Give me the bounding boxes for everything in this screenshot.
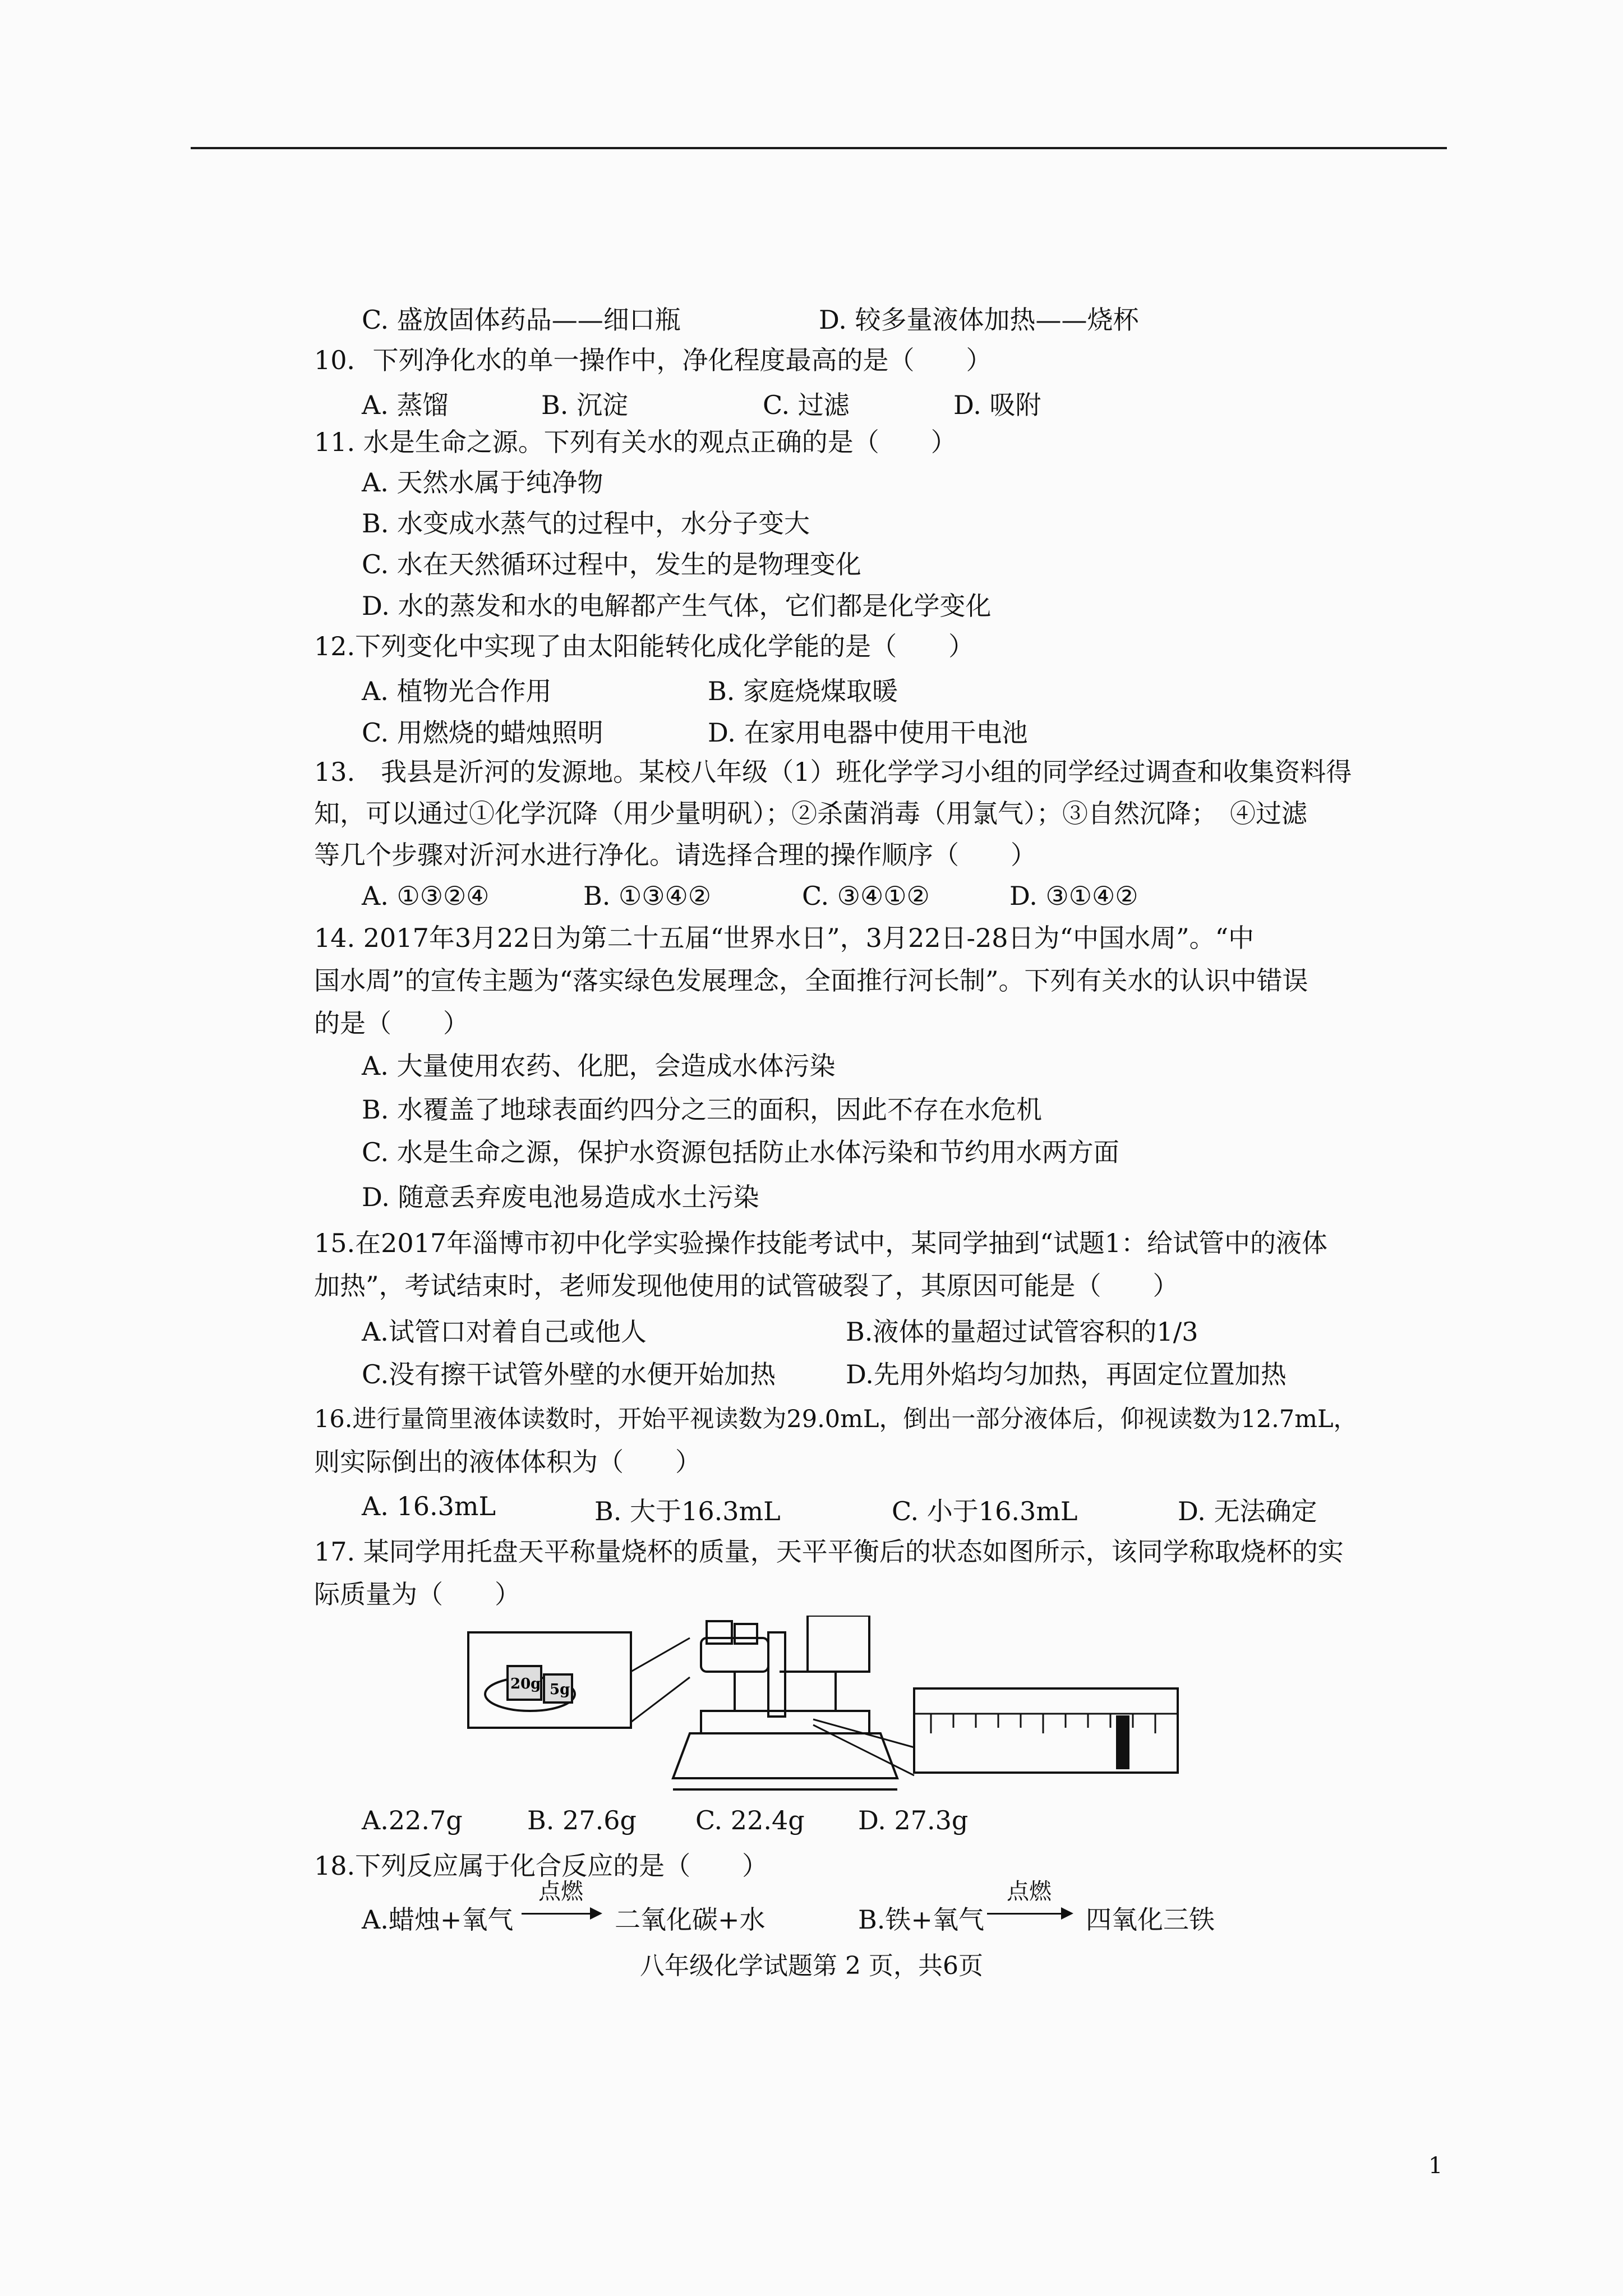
q12-option-d: D. 在家用电器中使用干电池	[708, 717, 1028, 748]
balance-figure	[465, 1616, 1183, 1806]
q12-option-a: A. 植物光合作用	[362, 676, 552, 706]
q10-option-a: A. 蒸馏	[362, 390, 449, 420]
q14-option-c: C. 水是生命之源，保护水资源包括防止水体污染和节约用水两方面	[362, 1137, 1119, 1167]
q17-line-2: 际质量为（ ）	[314, 1579, 520, 1609]
q13-option-a: A. ①③②④	[362, 881, 490, 911]
q16-option-a: A. 16.3mL	[362, 1491, 496, 1521]
q17-line-1: 17. 某同学用托盘天平称量烧杯的质量，天平平衡后的状态如图所示，该同学称取烧杯的实	[314, 1536, 1344, 1567]
q16-line-1: 16.进行量筒里液体读数时，开始平视读数为29.0mL，倒出一部分液体后，仰视读数为12.7mL，	[314, 1405, 1358, 1433]
q13-line-3: 等几个步骤对沂河水进行净化。请选择合理的操作顺序（ ）	[314, 840, 1036, 870]
q11-option-a: A. 天然水属于纯净物	[362, 467, 603, 498]
q11-option-c: C. 水在天然循环过程中，发生的是物理变化	[362, 549, 861, 579]
q13-option-b: B. ①③④②	[583, 881, 712, 911]
q14-line-2: 国水周”的宣传主题为“落实绿色发展理念，全面推行河长制”。下列有关水的认识中错误	[314, 965, 1308, 996]
q9-option-d: D. 较多量液体加热——烧杯	[819, 305, 1139, 335]
q11-option-d: D. 水的蒸发和水的电解都产生气体，它们都是化学变化	[362, 591, 992, 621]
q10-option-d: D. 吸附	[953, 390, 1041, 420]
q17-option-a: A.22.7g	[362, 1805, 463, 1835]
q18-option-a-right: 二氧化碳+水	[615, 1904, 766, 1935]
q14-option-d: D. 随意丢弃废电池易造成水土污染	[362, 1182, 759, 1212]
q17-option-d: D. 27.3g	[858, 1805, 969, 1835]
q12-stem: 12.下列变化中实现了由太阳能转化成化学能的是（ ）	[314, 631, 975, 661]
q15-option-a: A.试管口对着自己或他人	[362, 1317, 647, 1347]
q18-option-b-right: 四氧化三铁	[1086, 1904, 1215, 1935]
q10-option-b: B. 沉淀	[541, 390, 629, 420]
header-rule	[191, 147, 1447, 149]
q17-option-b: B. 27.6g	[527, 1805, 637, 1835]
q15-option-b: B.液体的量超过试管容积的1/3	[846, 1317, 1198, 1347]
q16-option-c: C. 小于16.3mL	[892, 1496, 1078, 1526]
page-footer: 八年级化学试题第 2 页，共6页	[640, 1952, 983, 1980]
q10-option-c: C. 过滤	[763, 390, 850, 420]
q9-option-c: C. 盛放固体药品——细口瓶	[362, 305, 681, 335]
q18-option-a-condition: 点燃	[538, 1879, 583, 1904]
q12-option-c: C. 用燃烧的蜡烛照明	[362, 717, 603, 748]
q15-line-1: 15.在2017年淄博市初中化学实验操作技能考试中，某同学抽到“试题1：给试管中的液体	[314, 1228, 1328, 1258]
q11-option-b: B. 水变成水蒸气的过程中，水分子变大	[362, 508, 810, 539]
q16-option-b: B. 大于16.3mL	[594, 1496, 781, 1526]
q12-option-b: B. 家庭烧煤取暖	[708, 676, 898, 706]
q16-line-2: 则实际倒出的液体体积为（ ）	[314, 1447, 701, 1477]
q14-option-a: A. 大量使用农药、化肥，会造成水体污染	[362, 1051, 836, 1081]
q10-stem: 10．下列净化水的单一操作中，净化程度最高的是（ ）	[314, 345, 992, 375]
q18-stem: 18.下列反应属于化合反应的是（ ）	[314, 1851, 768, 1881]
q14-line-3: 的是（ ）	[314, 1008, 469, 1038]
q13-line-1: 13. 我县是沂河的发源地。某校八年级（1）班化学学习小组的同学经过调查和收集资料得	[314, 757, 1352, 787]
page-number: 1	[1428, 2153, 1443, 2179]
weight-5g-label: 5g	[550, 1681, 570, 1698]
rider-marker	[1116, 1715, 1129, 1769]
q11-stem: 11. 水是生命之源。下列有关水的观点正确的是（ ）	[314, 427, 957, 457]
q13-option-c: C. ③④①②	[802, 881, 930, 911]
weight-20g-label: 20g	[510, 1676, 541, 1692]
q14-option-b: B. 水覆盖了地球表面约四分之三的面积，因此不存在水危机	[362, 1094, 1043, 1125]
q15-option-d: D.先用外焰均匀加热，再固定位置加热	[846, 1359, 1287, 1389]
q14-line-1: 14. 2017年3月22日为第二十五届“世界水日”，3月22日-28日为“中国水周”。“中	[314, 923, 1255, 953]
q18-option-a-left: A.蜡烛+氧气	[362, 1904, 514, 1935]
q18-option-b-condition: 点燃	[1007, 1879, 1052, 1904]
balance-illustration	[465, 1616, 1183, 1806]
q15-line-2: 加热”，考试结束时，老师发现他使用的试管破裂了，其原因可能是（ ）	[314, 1271, 1179, 1301]
q16-option-d: D. 无法确定	[1178, 1496, 1317, 1526]
q13-line-2: 知，可以通过①化学沉降（用少量明矾）；②杀菌消毒（用氯气）；③自然沉降； ④过滤	[314, 798, 1307, 829]
q13-option-d: D. ③①④②	[1009, 881, 1138, 911]
q17-option-c: C. 22.4g	[695, 1805, 805, 1835]
q18-option-b-left: B.铁+氧气	[858, 1904, 984, 1935]
q15-option-c: C.没有擦干试管外壁的水便开始加热	[362, 1359, 776, 1389]
